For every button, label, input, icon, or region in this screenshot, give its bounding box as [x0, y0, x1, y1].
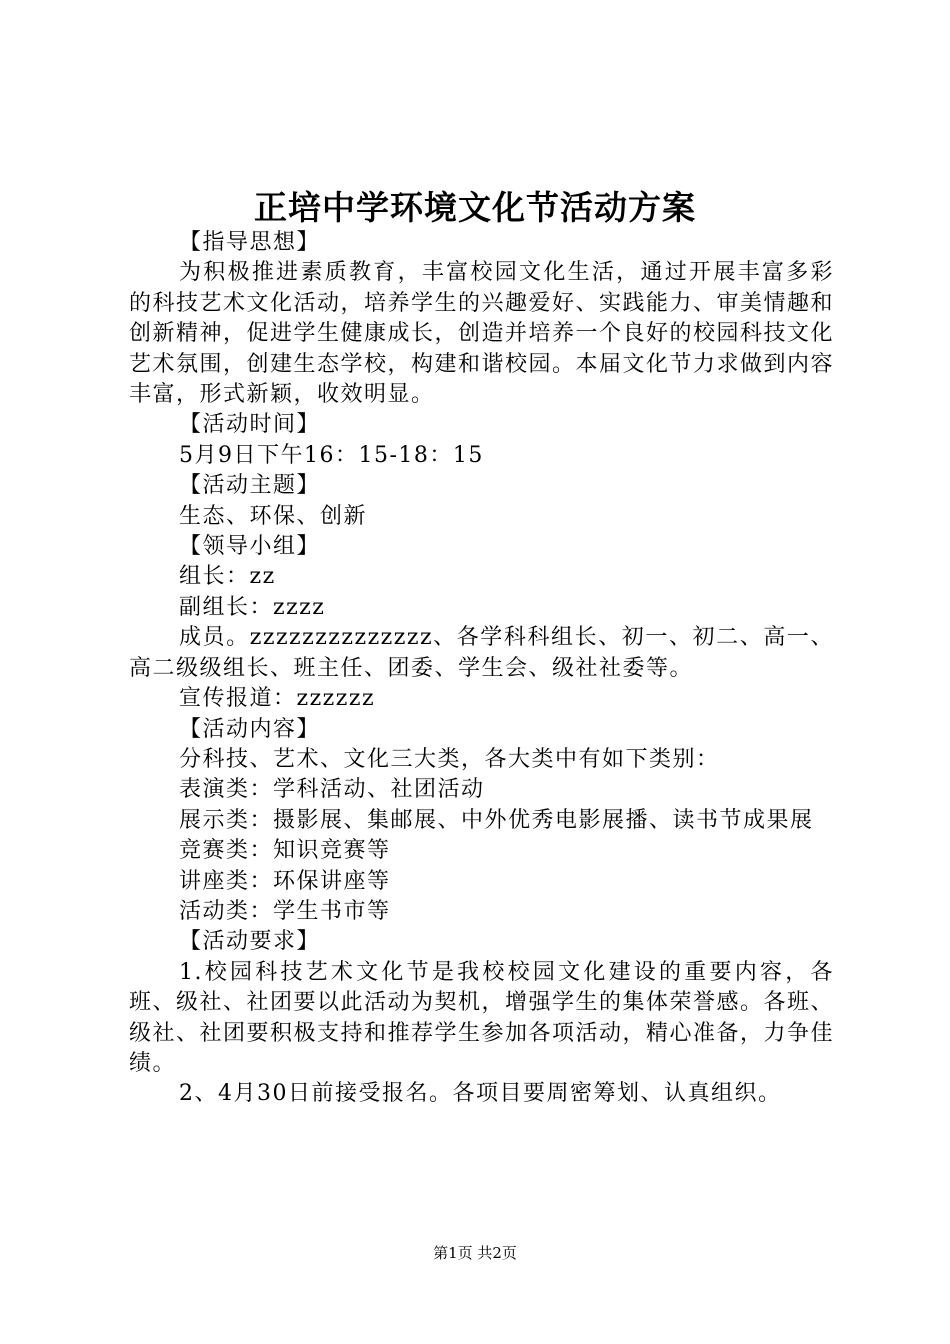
paragraph-guiding-idea: 为积极推进素质教育，丰富校园文化生活，通过开展丰富多彩的科技艺术文化活动，培养学生的兴趣爱好、实践能力、审美情趣和创新精神，促进学生健康成长，创造并培养一个良好的校园科技文化艺术氛围，创建生态学校，构建和谐校园。本届文化节力求做到内容丰富，形式新颖，收效明显。 [129, 260, 835, 408]
paragraph-members: 成员。zzzzzzzzzzzzzz、各学科科组长、初一、初二、高一、高二级级组长、班主任、团委、学生会、级社社委等。 [129, 625, 834, 681]
paragraph-requirement-2: 2、4月30日前接受报名。各项目要周密筹划、认真组织。 [179, 1081, 782, 1107]
paragraph-activity-theme: 生态、环保、创新 [179, 503, 368, 529]
paragraph-publicity: 宣传报道：zzzzzz [179, 686, 376, 712]
paragraph-exhibition-category: 展示类：摄影展、集邮展、中外优秀电影展播、读书节成果展 [179, 807, 814, 833]
section-heading-activity-content: 【活动内容】 [179, 716, 321, 742]
document-body [129, 228, 834, 1110]
paragraph-activity-time: 5月9日下午16：15-18：15 [179, 442, 484, 468]
paragraph-deputy-leader: 副组长：zzzz [179, 594, 326, 620]
paragraph-content-overview: 分科技、艺术、文化三大类，各大类中有如下类别： [179, 746, 720, 772]
paragraph-competition-category: 竞赛类：知识竞赛等 [179, 838, 391, 864]
paragraph-lecture-category: 讲座类：环保讲座等 [179, 868, 391, 894]
page-number-footer: 第1页 共2页 [433, 1244, 517, 1262]
paragraph-performance-category: 表演类：学科活动、社团活动 [179, 777, 485, 803]
section-heading-activity-theme: 【活动主题】 [179, 473, 321, 499]
section-heading-activity-time: 【活动时间】 [179, 412, 321, 438]
paragraph-group-leader: 组长：zz [179, 564, 276, 590]
section-heading-activity-requirements: 【活动要求】 [179, 929, 321, 955]
paragraph-activity-category: 活动类：学生书市等 [179, 898, 391, 924]
section-heading-leadership-group: 【领导小组】 [179, 534, 321, 560]
paragraph-requirement-1: 1.校园科技艺术文化节是我校校园文化建设的重要内容，各班、级社、社团要以此活动为契机，增强学生的集体荣誉感。各班、级社、社团要积极支持和推荐学生参加各项活动，精心准备，力争佳绩。 [129, 959, 835, 1076]
document-title: 正培中学环境文化节活动方案 [254, 188, 696, 227]
section-heading-guiding-idea: 【指导思想】 [179, 230, 321, 255]
